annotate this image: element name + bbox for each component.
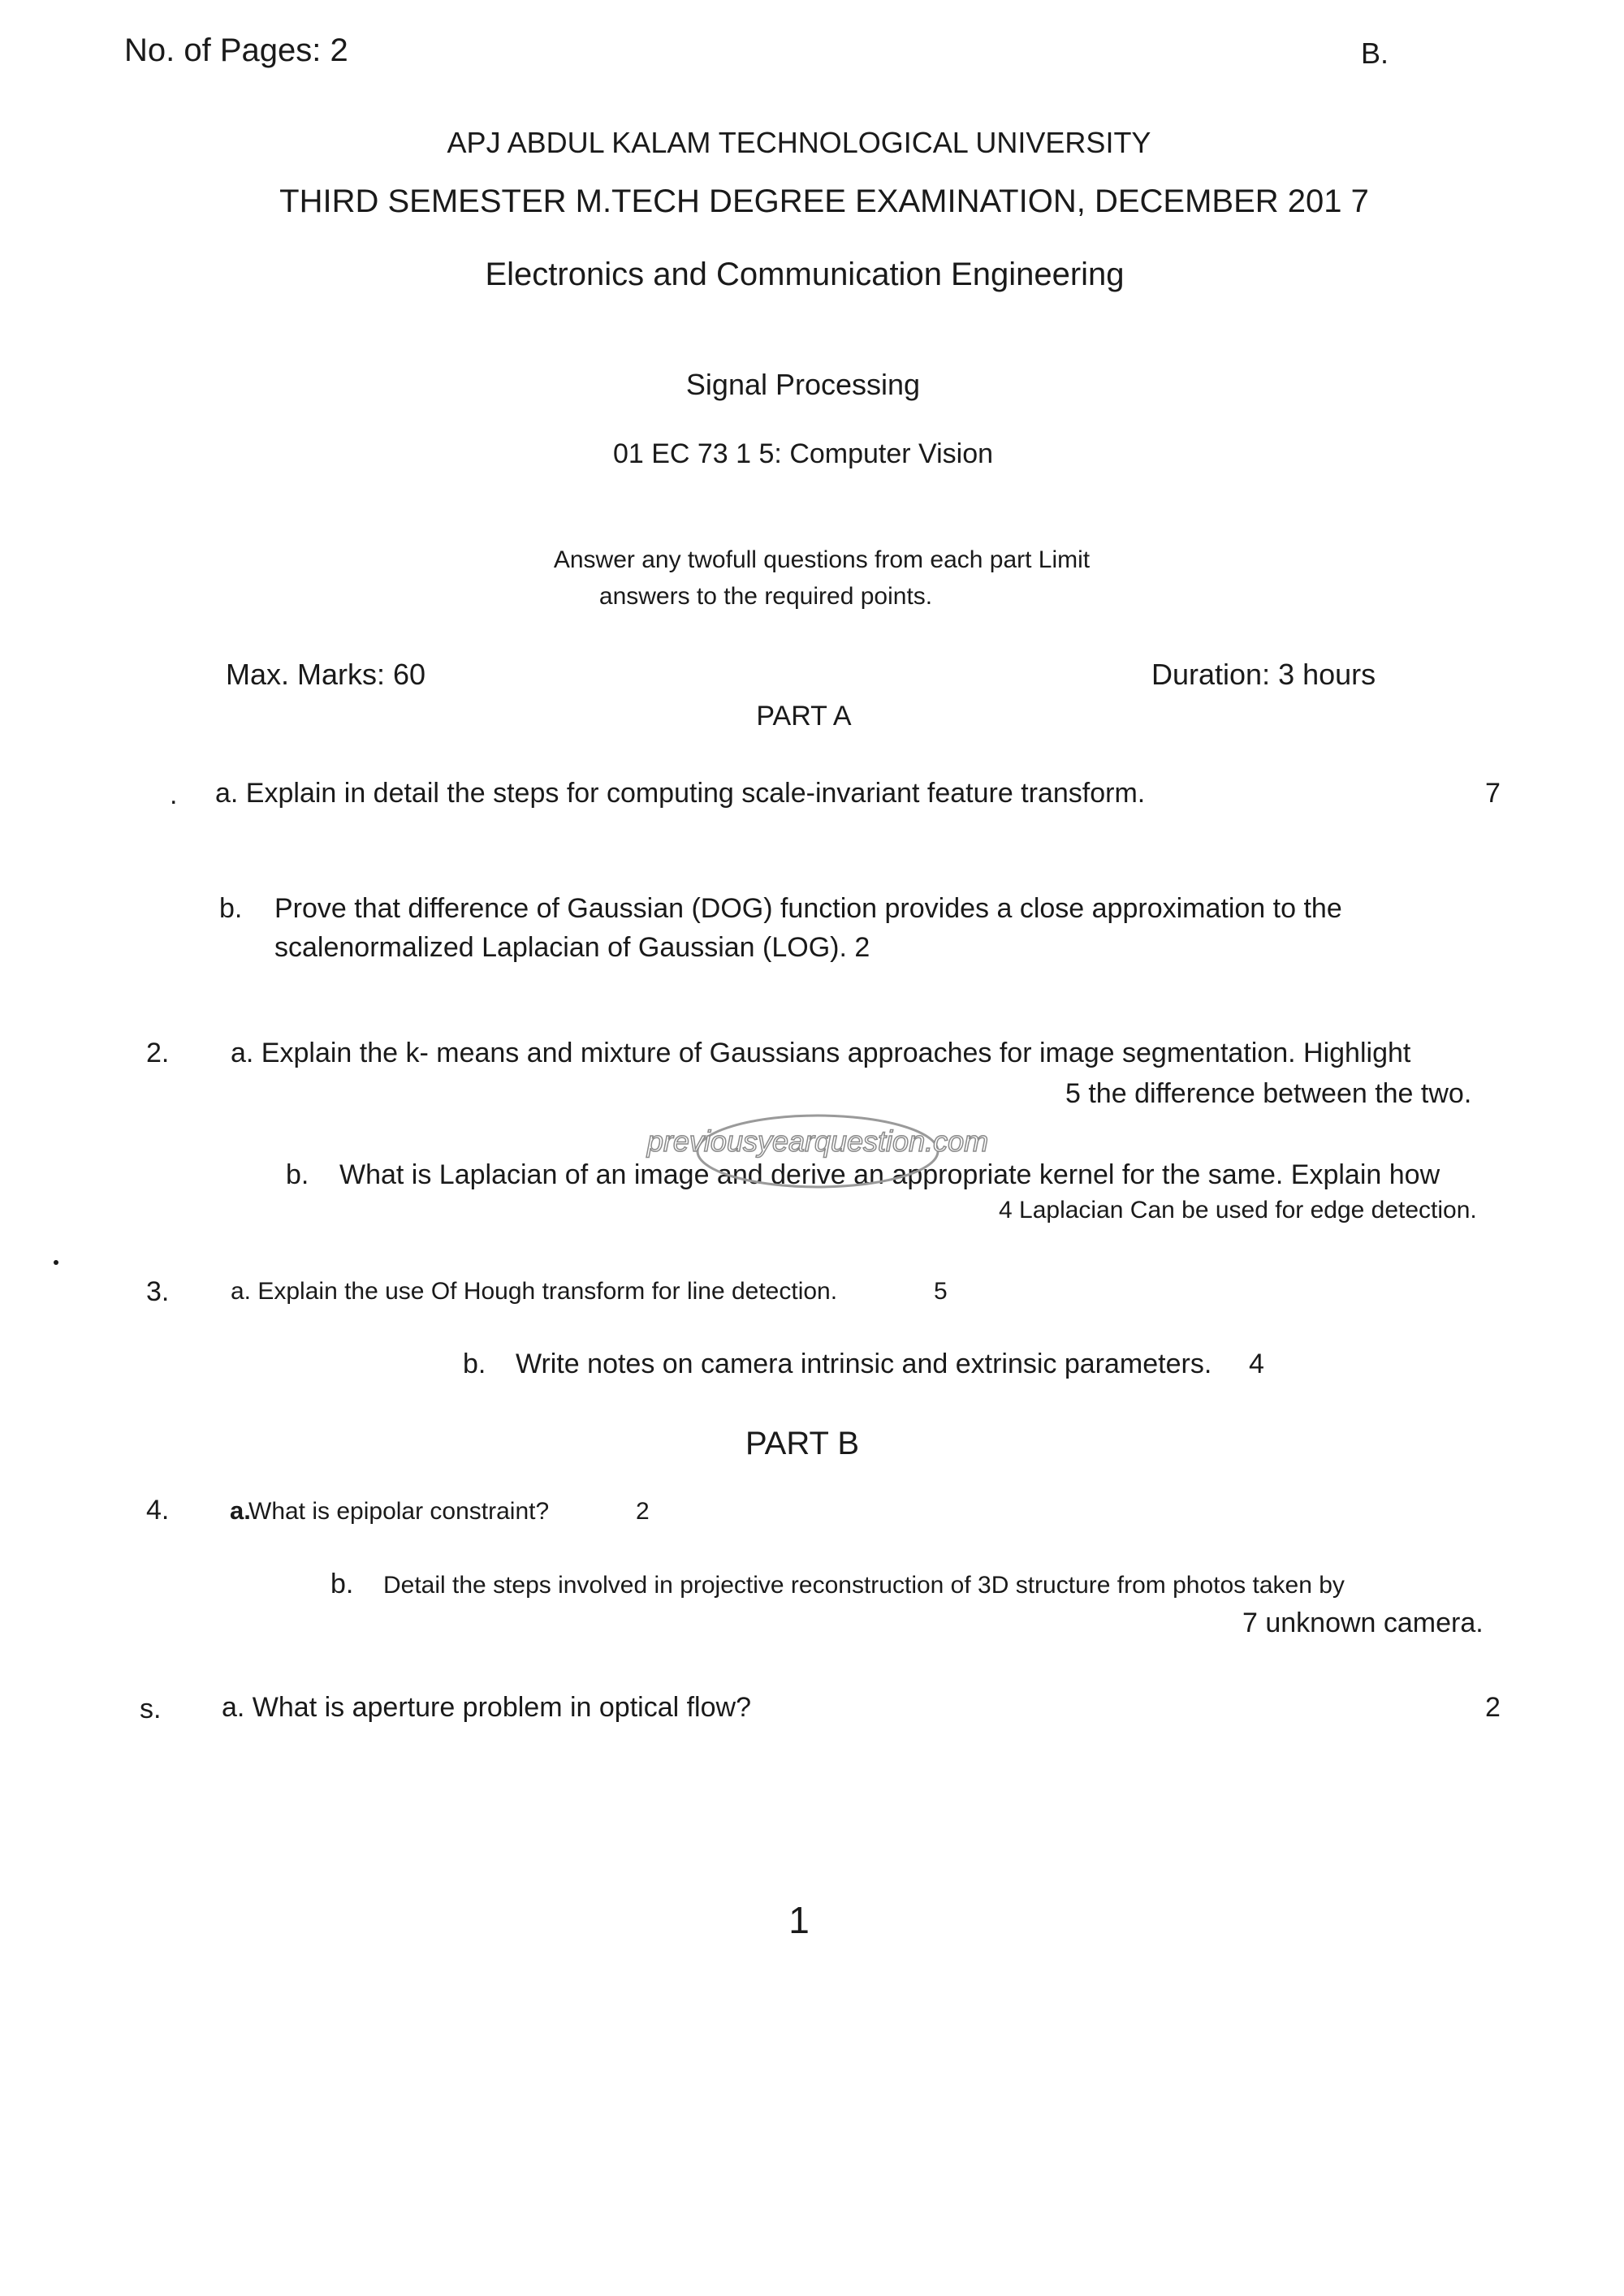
q5-number: s.: [140, 1694, 162, 1724]
page-number: 1: [788, 1899, 810, 1941]
max-marks: Max. Marks: 60: [226, 658, 426, 691]
part-a-heading: PART A: [756, 701, 852, 732]
branch-name: Electronics and Communication Engineering: [485, 257, 1125, 292]
q2b-text-line-1: What is Laplacian of an image and derive an appropriate kernel for the same. Explain how: [339, 1159, 1440, 1190]
instructions-line-1: Answer any twofull questions from each part Limit: [553, 546, 1091, 573]
part-b-heading: PART B: [745, 1426, 860, 1461]
q1b-text-line-2: scalenormalized Laplacian of Gaussian (LOG). 2: [274, 932, 870, 963]
q1b-text-line-1: Prove that difference of Gaussian (DOG) function provides a close approximation to the: [274, 893, 1342, 924]
q4b-label: b.: [330, 1569, 354, 1599]
q2b-text-line-2: 4 Laplacian Can be used for edge detection.: [999, 1197, 1477, 1224]
q3a-marks: 5: [934, 1278, 948, 1305]
page-count: No. of Pages: 2: [124, 32, 348, 68]
q1a-text: a. Explain in detail the steps for computing scale-invariant feature transform.: [215, 778, 1146, 809]
q5a-text: a. What is aperture problem in optical flow?: [222, 1692, 751, 1723]
q3b-label: b.: [463, 1349, 486, 1379]
exam-title: THIRD SEMESTER M.TECH DEGREE EXAMINATION, DECEMBER 201 7: [279, 183, 1369, 219]
q4b-text-line-1: Detail the steps involved in projective reconstruction of 3D structure from photos taken by: [383, 1572, 1345, 1599]
q3b-text: Write notes on camera intrinsic and extrinsic parameters.: [516, 1349, 1212, 1379]
university-name: APJ ABDUL KALAM TECHNOLOGICAL UNIVERSITY: [447, 126, 1151, 159]
q4b-text-line-2: 7 unknown camera.: [1242, 1608, 1484, 1638]
q2b-label: b.: [286, 1159, 309, 1190]
q3-number: 3.: [146, 1276, 170, 1307]
q2a-text-line-1: a. Explain the k- means and mixture of Gaussians approaches for image segmentation. Highlight: [231, 1038, 1411, 1068]
watermark-text: previousyearquestion.com: [646, 1124, 989, 1158]
q1a-marks: 7: [1485, 778, 1501, 809]
q1b-label: b.: [219, 893, 243, 924]
stray-dot: [54, 1260, 58, 1265]
q4a-label: a.: [230, 1496, 251, 1525]
q3b-marks: 4: [1249, 1349, 1264, 1379]
course-code-title: 01 EC 73 1 5: Computer Vision: [612, 438, 994, 469]
q4-number: 4.: [146, 1495, 170, 1526]
instructions-line-2: answers to the required points.: [598, 583, 933, 610]
q4a-text: What is epipolar constraint?: [248, 1498, 550, 1525]
watermark-logo: [646, 1112, 989, 1190]
q4a-marks: 2: [636, 1498, 650, 1525]
duration: Duration: 3 hours: [1151, 658, 1376, 691]
q5a-marks: 2: [1485, 1692, 1501, 1723]
paper-code: B.: [1361, 37, 1389, 70]
q2-number: 2.: [146, 1038, 170, 1068]
q3a-text: a. Explain the use Of Hough transform for line detection.: [231, 1278, 838, 1305]
stream-name: Signal Processing: [685, 368, 921, 401]
q1-number: .: [170, 779, 178, 810]
q2a-text-line-2: 5 the difference between the two.: [1065, 1078, 1472, 1109]
